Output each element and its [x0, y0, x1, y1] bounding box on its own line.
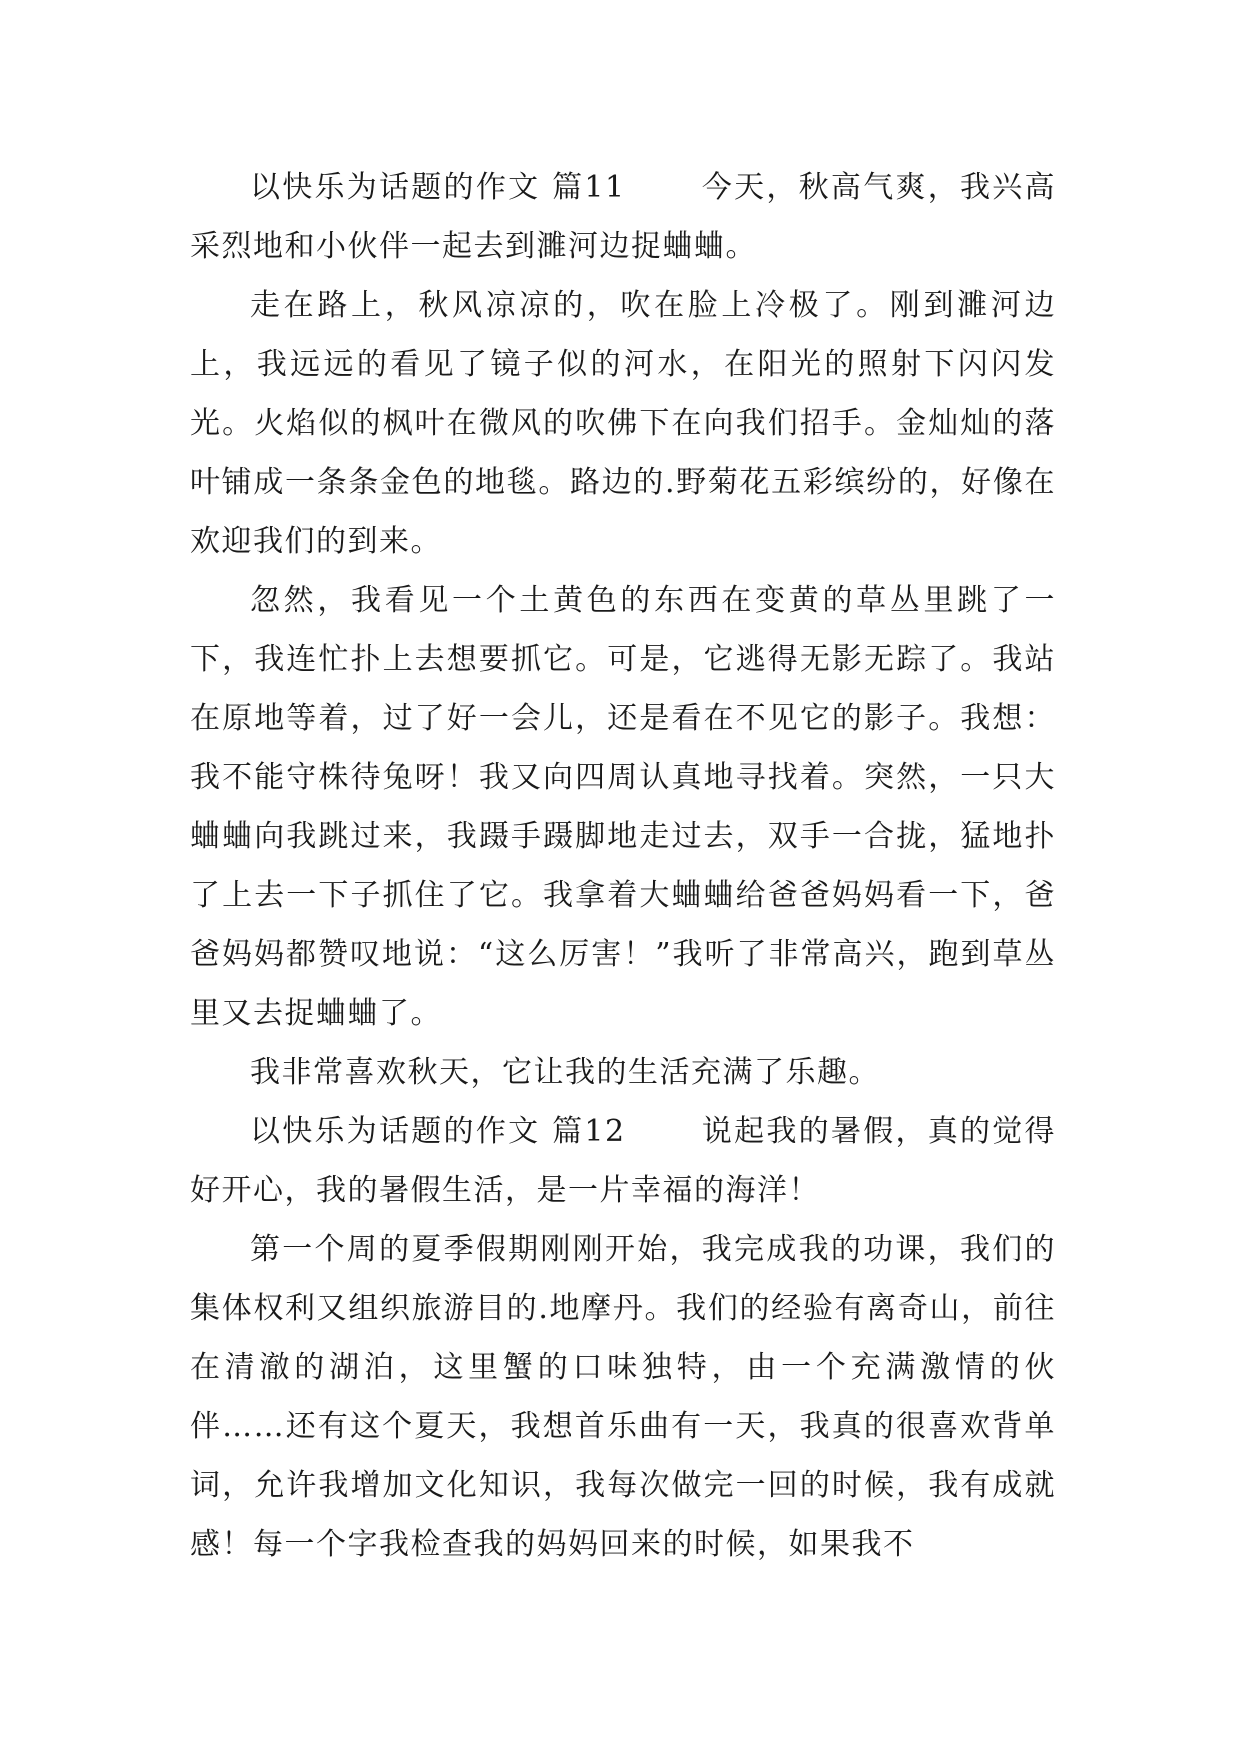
- paragraph-essay11-intro: 以快乐为话题的作文 篇11 今天，秋高气爽，我兴高采烈地和小伙伴一起去到濉河边捉蛐蛐。: [190, 170, 1056, 264]
- paragraph-walking: 走在路上，秋风凉凉的，吹在脸上冷极了。刚到濉河边上，我远远的看见了镜子似的河水，在阳光的照射下闪闪发光。火焰似的枫叶在微风的吹佛下在向我们招手。金灿灿的落叶铺成一条条金色的地毯。路边的.野菊花五彩缤纷的，好像在欢迎我们的到来。: [190, 288, 1056, 559]
- paragraph-summer-week: 第一个周的夏季假期刚刚开始，我完成我的功课，我们的集体权利又组织旅游目的.地摩丹。我们的经验有离奇山，前往在清澈的湖泊，这里蟹的口味独特，由一个充满激情的伙伴……还有这个夏天，我想首乐曲有一天，我真的很喜欢背单词，允许我增加文化知识，我每次做完一回的时候，我有成就感！每一个字我检查我的妈妈回来的时候，如果我不: [190, 1232, 1056, 1562]
- paragraph-essay12-intro: 以快乐为话题的作文 篇12 说起我的暑假，真的觉得好开心，我的暑假生活，是一片幸福的海洋！: [190, 1114, 1056, 1208]
- document-body: [190, 158, 1056, 1574]
- paragraph-love-autumn: 我非常喜欢秋天，它让我的生活充满了乐趣。: [250, 1055, 880, 1090]
- paragraph-catching-cricket: 忽然，我看见一个土黄色的东西在变黄的草丛里跳了一下，我连忙扑上去想要抓它。可是，它逃得无影无踪了。我站在原地等着，过了好一会儿，还是看在不见它的影子。我想：我不能守株待兔呀！我又向四周认真地寻找着。突然，一只大蛐蛐向我跳过来，我蹑手蹑脚地走过去，双手一合拢，猛地扑了上去一下子抓住了它。我拿着大蛐蛐给爸爸妈妈看一下，爸爸妈妈都赞叹地说：“这么厉害！”我听了非常高兴，跑到草丛里又去捉蛐蛐了。: [190, 583, 1056, 1031]
